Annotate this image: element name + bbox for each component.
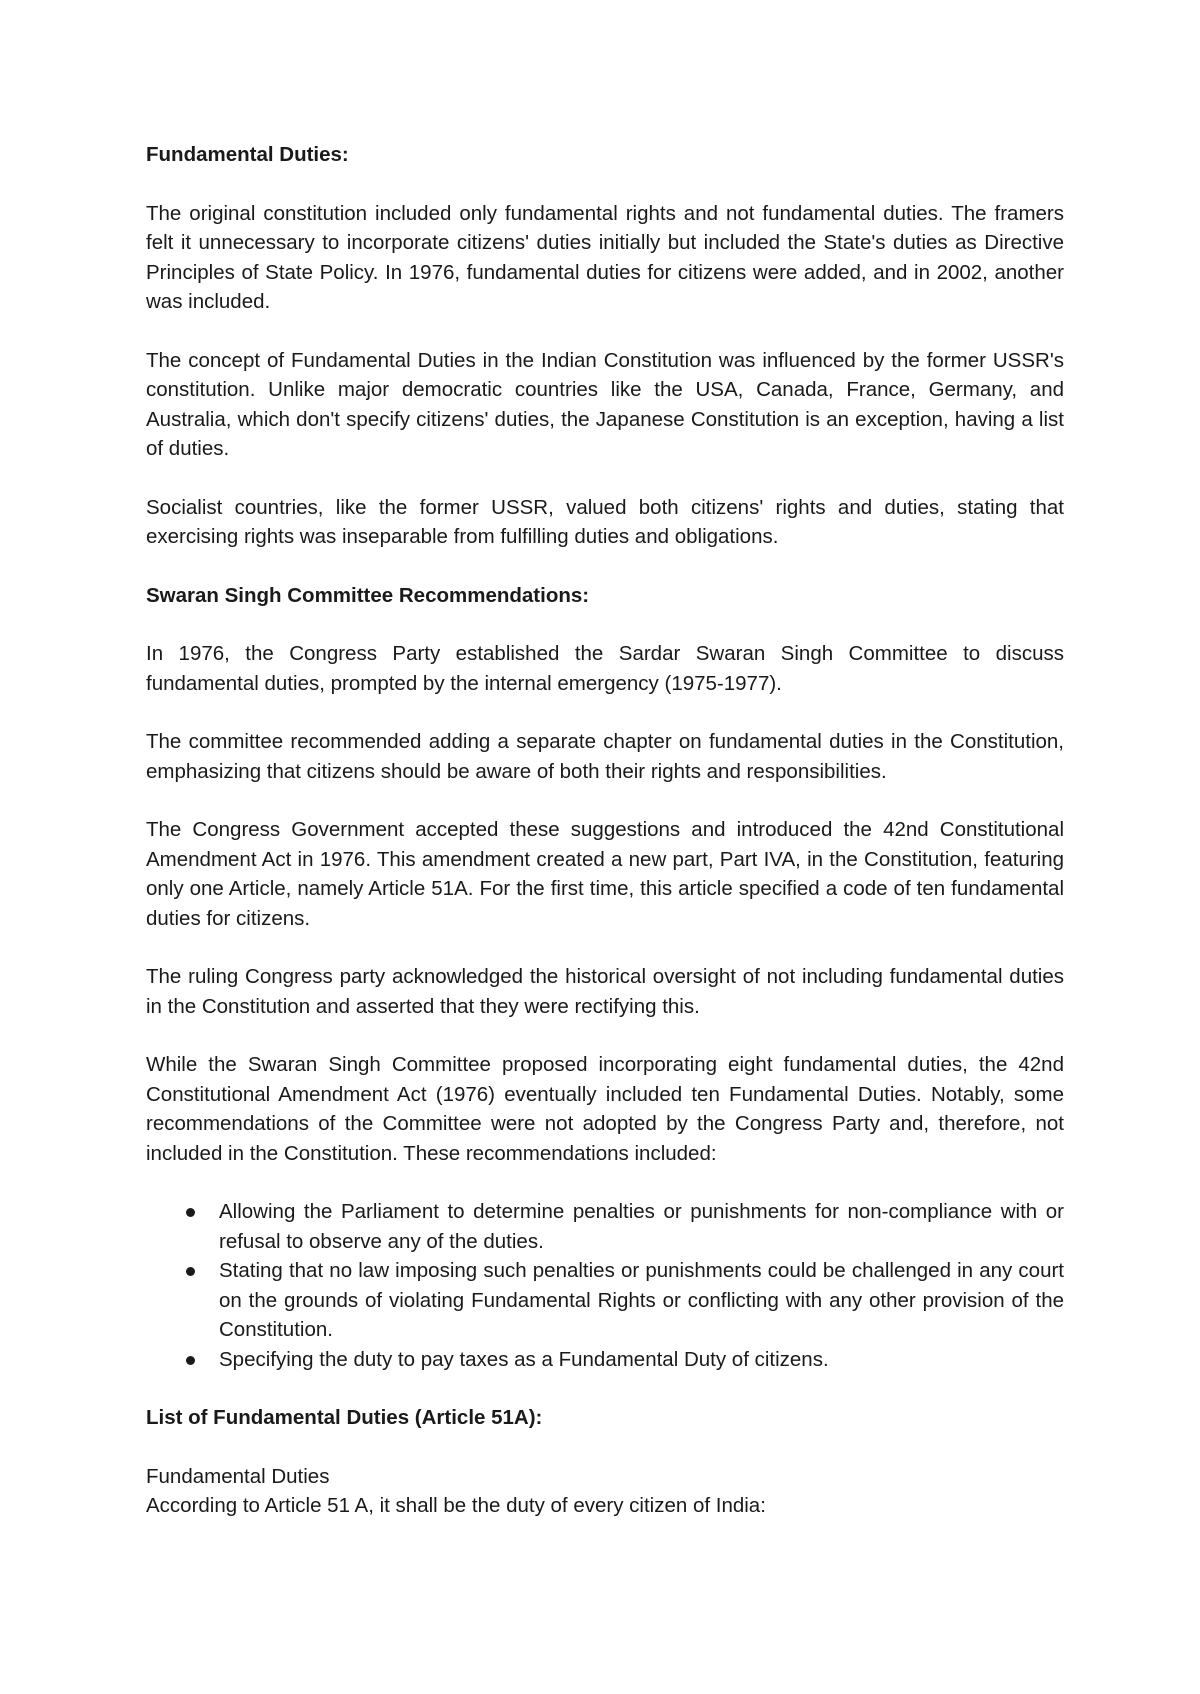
paragraph-committee-established: In 1976, the Congress Party established the Sardar Swaran Singh Committee to discuss fundamental duties, prompted by the internal emergency (1975-1977). (146, 642, 1064, 695)
paragraph-recommendations-not-adopted: While the Swaran Singh Committee proposed incorporating eight fundamental duties, the 42nd Constitutional Amendment Act (1976) eventually included ten Fundamental Duties. Notably, some recommendations of the Committee were not adopted by the Congress Party and, therefore, not included in the Constitution. These recommendations included: (146, 1053, 1064, 1165)
document-page (146, 140, 1064, 1521)
list-item-text: Allowing the Parliament to determine penalties or punishments for non-compliance with or refusal to observe any of the duties. (219, 1200, 1064, 1253)
heading-list-of-duties: List of Fundamental Duties (Article 51A): (146, 1406, 543, 1429)
paragraph-42nd-amendment: The Congress Government accepted these suggestions and introduced the 42nd Constitutional Amendment Act in 1976. This amendment created a new part, Part IVA, in the Constitution, featuring only one Article, namely Article 51A. For the first time, this article specified a code of ten fundamental duties for citizens. (146, 818, 1064, 930)
bullet-icon (186, 1208, 195, 1217)
recommendations-list (146, 1197, 1064, 1374)
list-item (146, 1197, 1064, 1256)
paragraph-historical-oversight: The ruling Congress party acknowledged the historical oversight of not including fundamental duties in the Constitution and asserted that they were rectifying this. (146, 965, 1064, 1018)
paragraph-article-51a-intro: According to Article 51 A, it shall be the duty of every citizen of India: (146, 1494, 766, 1517)
subheading-fundamental-duties: Fundamental Duties (146, 1464, 330, 1488)
list-item (146, 1256, 1064, 1345)
paragraph-ussr-influence: The concept of Fundamental Duties in the Indian Constitution was influenced by the former USSR's constitution. Unlike major democratic countries like the USA, Canada, France, Germany, and Australia, which don't specify citizens' duties, the Japanese Constitution is an exception, having a list of duties. (146, 348, 1064, 460)
heading-fundamental-duties: Fundamental Duties: (146, 143, 349, 166)
list-item-text: Specifying the duty to pay taxes as a Fundamental Duty of citizens. (219, 1347, 829, 1371)
bullet-icon (186, 1356, 195, 1365)
paragraph-socialist-countries: Socialist countries, like the former USSR, valued both citizens' rights and duties, stating that exercising rights was inseparable from fulfilling duties and obligations. (146, 495, 1064, 548)
heading-swaran-singh: Swaran Singh Committee Recommendations: (146, 583, 590, 607)
list-item-text: Stating that no law imposing such penalties or punishments could be challenged in any court on the grounds of violating Fundamental Rights or conflicting with any other provision of the Constitution. (219, 1259, 1064, 1341)
bullet-icon (186, 1267, 195, 1276)
list-item (146, 1345, 1064, 1375)
paragraph-committee-recommended: The committee recommended adding a separate chapter on fundamental duties in the Constitution, emphasizing that citizens should be aware of both their rights and responsibilities. (146, 730, 1064, 783)
paragraph-original-constitution: The original constitution included only fundamental rights and not fundamental duties. The framers felt it unnecessary to incorporate citizens' duties initially but included the State's duties as Directive Principles of State Policy. In 1976, fundamental duties for citizens were added, and in 2002, another was included. (146, 201, 1064, 313)
